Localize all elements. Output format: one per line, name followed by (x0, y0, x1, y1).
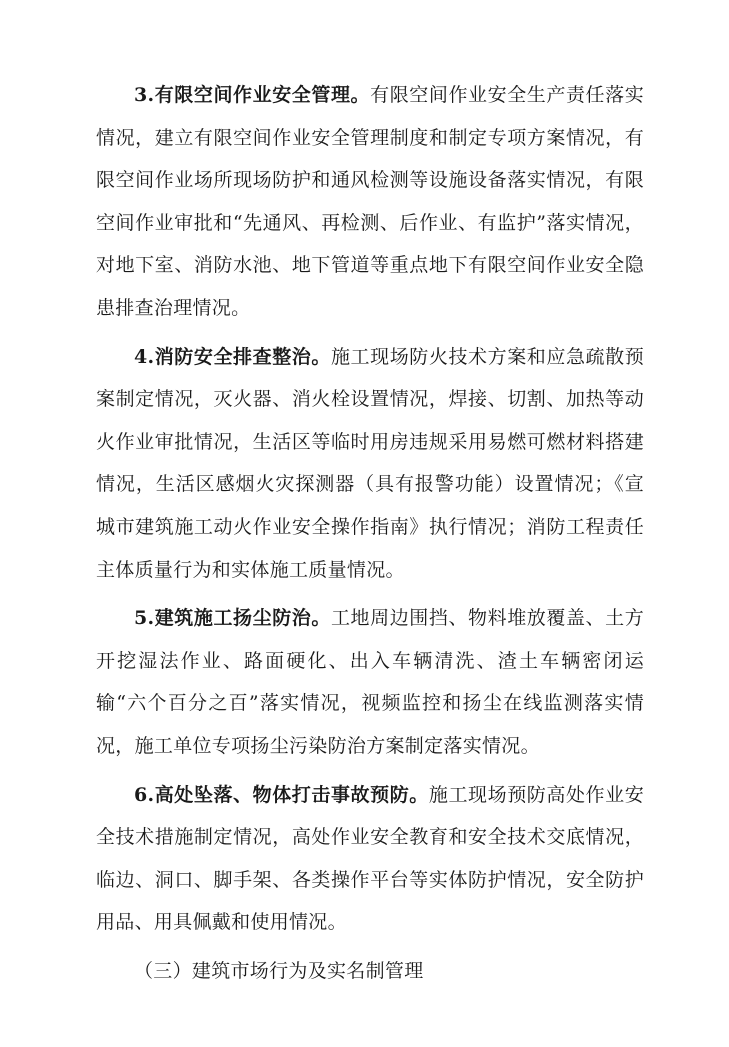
paragraph-confined-space (96, 74, 644, 330)
paragraph-body: 工地周边围挡、物料堆放覆盖、土方开挖湿法作业、路面硬化、出入车辆清洗、渣土车辆密闭运输“六个百分之百”落实情况，视频监控和扬尘在线监测落实情况，施工单位专项扬尘污染防治方案制定落实情况。 (96, 607, 644, 757)
section-heading: （三）建筑市场行为及实名制管理 (134, 959, 424, 982)
paragraph-heading: 4.消防安全排查整治。 (134, 345, 331, 368)
paragraph-body: 施工现场防火技术方案和应急疏散预案制定情况，灭火器、消火栓设置情况，焊接、切割、加热等动火作业审批情况，生活区等临时用房违规采用易燃可燃材料搭建情况，生活区感烟火灾探测器（具有报警功能）设置情况；《宣城市建筑施工动火作业安全操作指南》执行情况；消防工程责任主体质量行为和实体施工质量情况。 (96, 345, 644, 581)
paragraph-heading: 5.建筑施工扬尘防治。 (134, 607, 331, 630)
paragraph-fire-safety (96, 336, 644, 592)
paragraph-dust-control (96, 597, 644, 767)
paragraph-heading: 3.有限空间作业安全管理。 (134, 84, 371, 106)
paragraph-body: 有限空间作业安全生产责任落实情况，建立有限空间作业安全管理制度和制定专项方案情况，有限空间作业场所现场防护和通风检测等设施设备落实情况，有限空间作业审批和“先通风、再检测、后作业、有监护”落实情况，对地下室、消防水池、地下管道等重点地下有限空间作业安全隐患排查治理情况。 (96, 84, 644, 319)
paragraph-body: 施工现场预防高处作业安全技术措施制定情况，高处作业安全教育和安全技术交底情况，临边、洞口、脚手架、各类操作平台等实体防护情况，安全防护用品、用具佩戴和使用情况。 (96, 783, 644, 934)
document-page (96, 74, 644, 992)
paragraph-heading: 6.高处坠落、物体打击事故预防。 (134, 783, 429, 806)
paragraph-fall-prevention (96, 774, 644, 944)
